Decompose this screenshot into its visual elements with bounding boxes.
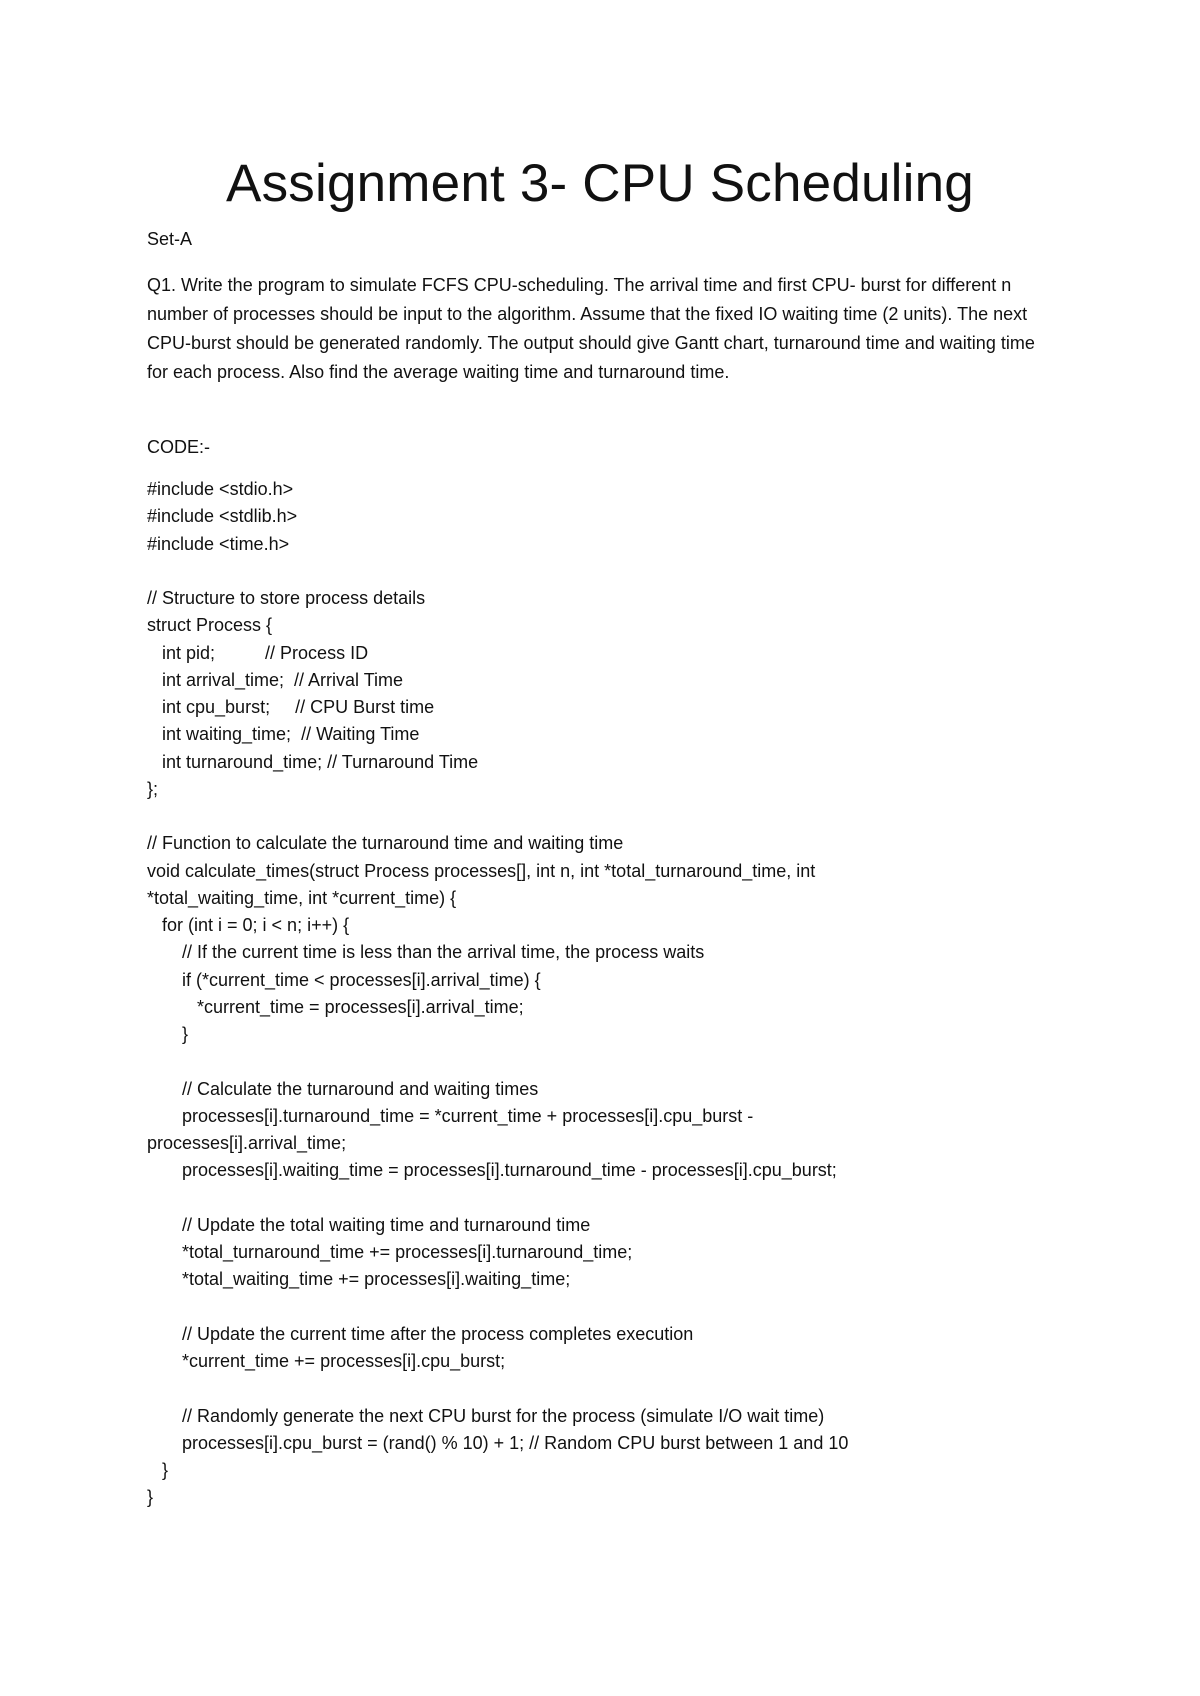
code-line <box>147 1375 1067 1402</box>
code-line: #include <time.h> <box>147 533 290 554</box>
code-line: int turnaround_time; // Turnaround Time <box>147 751 479 772</box>
code-line: *current_time += processes[i].cpu_burst; <box>147 1351 506 1371</box>
code-line: processes[i].arrival_time; <box>147 1133 347 1153</box>
set-label: Set-A <box>147 229 193 249</box>
code-line: processes[i].waiting_time = processes[i].turnaround_time - processes[i].cpu_burst; <box>147 1160 837 1181</box>
code-line: processes[i].cpu_burst = (rand() % 10) + 1; // Random CPU burst between 1 and 10 <box>147 1432 849 1453</box>
code-line: } <box>147 1487 154 1508</box>
code-line <box>147 1185 1067 1212</box>
code-label: CODE:- <box>147 437 210 457</box>
document-title: Assignment 3- CPU Scheduling <box>226 154 974 213</box>
code-line: // Calculate the turnaround and waiting times <box>147 1078 539 1099</box>
code-line: for (int i = 0; i < n; i++) { <box>147 915 350 935</box>
code-line: // Function to calculate the turnaround time and waiting time <box>147 833 624 854</box>
code-line: struct Process { <box>147 615 273 636</box>
code-line: #include <stdio.h> <box>147 479 294 499</box>
code-line: if (*current_time < processes[i].arrival_time) { <box>147 969 541 990</box>
code-line: void calculate_times(struct Process processes[], int n, int *total_turnaround_time, int <box>147 860 816 881</box>
code-line: #include <stdlib.h> <box>147 506 298 527</box>
code-line: *total_waiting_time, int *current_time) { <box>147 887 457 908</box>
code-line: // Structure to store process details <box>147 588 426 608</box>
code-block <box>147 476 1067 1512</box>
code-line: int arrival_time; // Arrival Time <box>147 669 404 690</box>
code-line <box>147 803 1067 830</box>
code-line: int pid; // Process ID <box>147 642 369 663</box>
code-line: // Update the total waiting time and turnaround time <box>147 1214 591 1235</box>
code-line: *current_time = processes[i].arrival_time; <box>147 996 524 1017</box>
code-line: // Randomly generate the next CPU burst for the process (simulate I/O wait time) <box>147 1405 825 1426</box>
code-line: // If the current time is less than the arrival time, the process waits <box>147 942 705 963</box>
code-line: *total_waiting_time += processes[i].waiting_time; <box>147 1269 571 1290</box>
code-line: } <box>147 1024 189 1044</box>
code-line <box>147 1294 1067 1321</box>
code-line: } <box>147 1460 169 1480</box>
code-line: int cpu_burst; // CPU Burst time <box>147 697 435 717</box>
code-line: // Update the current time after the process completes execution <box>147 1323 694 1344</box>
code-line <box>147 558 1067 585</box>
code-line: processes[i].turnaround_time = *current_time + processes[i].cpu_burst - <box>147 1105 754 1126</box>
question-text: Q1. Write the program to simulate FCFS CPU-scheduling. The arrival time and first CPU- burst for different n number of processes should be input to the algorithm. Assume that the fixed IO waiting time (2 units). The next CPU-burst should be generated randomly. The output should give Gantt chart, turnaround time and waiting time for each process. Also find the average waiting time and turnaround time. <box>147 275 1035 382</box>
code-line: *total_turnaround_time += processes[i].turnaround_time; <box>147 1242 633 1262</box>
code-line <box>147 1048 1067 1075</box>
code-line: }; <box>147 778 159 799</box>
code-line: int waiting_time; // Waiting Time <box>147 724 420 745</box>
